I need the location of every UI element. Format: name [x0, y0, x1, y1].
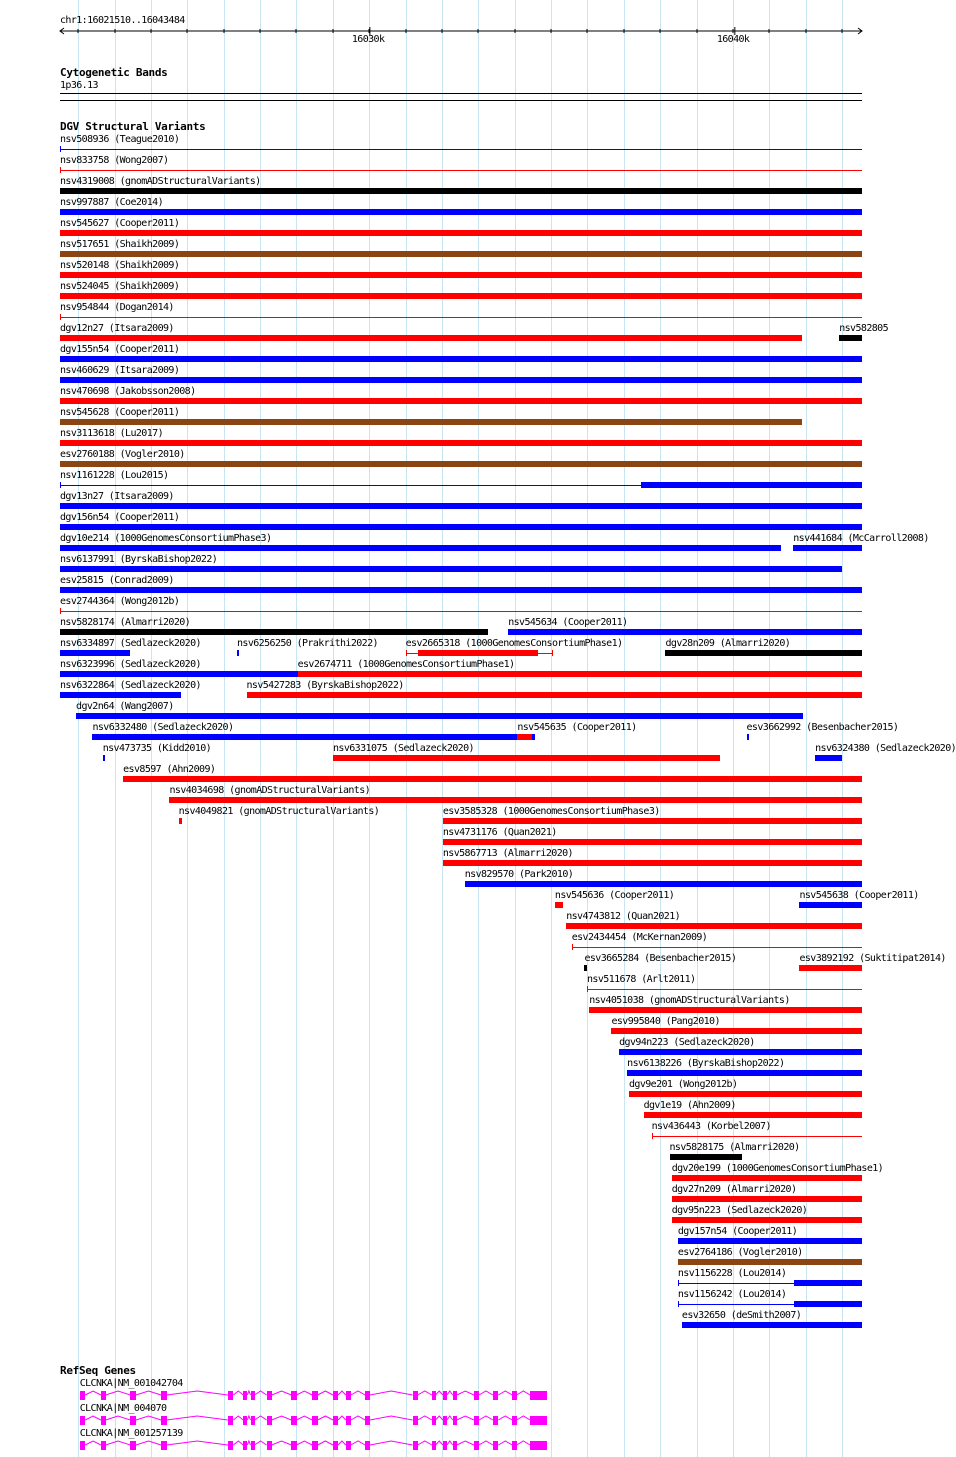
variant-label[interactable]: nsv6137991 (ByrskaBishop2022) [60, 554, 218, 565]
variant-bar[interactable] [60, 272, 862, 278]
variant-bar[interactable] [60, 503, 862, 509]
exon[interactable] [530, 1441, 547, 1450]
intron [338, 1416, 346, 1420]
exon[interactable] [267, 1441, 272, 1450]
variant-label[interactable]: esv2764186 (Vogler2010) [677, 1247, 803, 1258]
intron [136, 1441, 161, 1445]
intron [498, 1391, 512, 1395]
variant-bar[interactable] [629, 1091, 862, 1097]
variant-label[interactable]: esv32650 (deSmith2007) [681, 1310, 802, 1321]
intron [167, 1441, 228, 1445]
intron [106, 1441, 131, 1445]
variant-bar[interactable] [799, 965, 862, 971]
variant-bar-segment[interactable] [794, 1280, 862, 1286]
exon[interactable] [101, 1416, 106, 1425]
variant-bar[interactable] [60, 566, 842, 572]
variant-whisker-tick [552, 650, 553, 656]
variant-bar[interactable] [443, 839, 862, 845]
exon[interactable] [291, 1391, 296, 1400]
variant-label[interactable]: esv995840 (Pang2010) [611, 1016, 720, 1027]
intron [479, 1391, 493, 1395]
exon[interactable] [432, 1441, 436, 1450]
exon[interactable] [346, 1441, 351, 1450]
variant-bar[interactable] [60, 398, 862, 404]
exon[interactable] [453, 1416, 457, 1425]
variant-label[interactable]: nsv4051038 (gnomADStructuralVariants) [589, 995, 790, 1006]
exon[interactable] [365, 1391, 370, 1400]
variant-label[interactable]: esv2665318 (1000GenomesConsortiumPhase1) [405, 638, 623, 649]
intron [338, 1391, 346, 1395]
exon[interactable] [512, 1441, 516, 1450]
variant-bar[interactable] [670, 1154, 743, 1160]
variant-bar[interactable] [584, 965, 587, 971]
variant-bar[interactable] [60, 650, 130, 656]
intron [233, 1416, 243, 1420]
intron [297, 1441, 313, 1445]
variant-label[interactable]: nsv582805 [839, 323, 889, 334]
variant-label[interactable]: nsv6324380 (Sedlazeck2020) [815, 743, 956, 754]
gene-label[interactable]: CLCNKA|NM_001257139 [79, 1428, 183, 1439]
exon[interactable] [493, 1441, 498, 1450]
intron [457, 1391, 474, 1395]
exon[interactable] [493, 1416, 498, 1425]
variant-bar[interactable] [76, 713, 803, 719]
variant-bar[interactable] [517, 734, 532, 740]
variant-bar[interactable] [60, 356, 862, 362]
variant-label[interactable]: nsv524045 (Shaikh2009) [60, 281, 180, 292]
exon[interactable] [243, 1441, 247, 1450]
exon[interactable] [443, 1391, 447, 1400]
variant-label[interactable]: nsv545628 (Cooper2011) [60, 407, 180, 418]
variant-bar[interactable] [508, 629, 862, 635]
variant-start-tick [678, 1301, 679, 1307]
exon[interactable] [130, 1391, 135, 1400]
exon[interactable] [443, 1416, 447, 1425]
variant-label[interactable]: dgv94n223 (Sedlazeck2020) [619, 1037, 755, 1048]
grid-line [296, 0, 297, 1457]
intron [167, 1416, 228, 1420]
variant-bar[interactable] [60, 188, 862, 194]
variant-bar[interactable] [672, 1196, 862, 1202]
variant-bar[interactable] [589, 1007, 862, 1013]
variant-label[interactable]: nsv545638 (Cooper2011) [799, 890, 919, 901]
exon[interactable] [267, 1391, 272, 1400]
variant-bar[interactable] [652, 1136, 862, 1137]
grid-line [515, 0, 516, 1457]
variant-label[interactable]: nsv6256250 (Prakrithi2022) [237, 638, 378, 649]
exon[interactable] [530, 1391, 547, 1400]
variant-label[interactable]: esv2674711 (1000GenomesConsortiumPhase1) [297, 659, 515, 670]
variant-label[interactable]: nsv441684 (McCarroll2008) [793, 533, 929, 544]
exon[interactable] [333, 1416, 338, 1425]
exon[interactable] [228, 1391, 233, 1400]
variant-bar[interactable] [60, 524, 862, 530]
variant-label[interactable]: dgv20e199 (1000GenomesConsortiumPhase1) [671, 1163, 884, 1174]
variant-label[interactable]: nsv5828174 (Almarri2020) [60, 617, 191, 628]
variant-bar[interactable] [799, 902, 862, 908]
variant-label[interactable]: dgv13n27 (Itsara2009) [60, 491, 174, 502]
variant-bar[interactable] [60, 377, 862, 383]
exon[interactable] [512, 1391, 516, 1400]
intron [479, 1416, 493, 1420]
variant-bar[interactable] [555, 902, 563, 908]
exon[interactable] [432, 1391, 436, 1400]
intron [106, 1416, 131, 1420]
exon[interactable] [453, 1441, 457, 1450]
locus-label: chr1:16021510..16043484 [60, 15, 185, 26]
intron [351, 1416, 365, 1420]
intron [318, 1391, 333, 1395]
variant-bar[interactable] [60, 671, 298, 677]
variant-bar[interactable] [60, 209, 862, 215]
grid-line [442, 0, 443, 1457]
intron [167, 1391, 228, 1395]
variant-bar[interactable] [815, 755, 842, 761]
intron [517, 1416, 531, 1420]
variant-bar[interactable] [627, 1070, 862, 1076]
variant-label[interactable]: esv2760188 (Vogler2010) [60, 449, 185, 460]
intron [457, 1416, 474, 1420]
variant-label[interactable]: nsv460629 (Itsara2009) [60, 365, 180, 376]
variant-label[interactable]: dgv2n64 (Wang2007) [76, 701, 174, 712]
grid-line [660, 0, 661, 1457]
variant-bar[interactable] [103, 755, 105, 761]
variant-bar[interactable] [587, 989, 862, 990]
variant-label[interactable]: dgv12n27 (Itsara2009) [60, 323, 174, 334]
variant-label[interactable]: nsv517651 (Shaikh2009) [60, 239, 180, 250]
variant-label[interactable]: nsv954844 (Dogan2014) [60, 302, 174, 313]
variant-bar[interactable] [60, 317, 862, 318]
variant-label[interactable]: nsv545634 (Cooper2011) [508, 617, 628, 628]
variant-bar[interactable] [644, 1112, 862, 1118]
intron [136, 1391, 161, 1395]
exon[interactable] [512, 1416, 516, 1425]
intron [318, 1441, 333, 1445]
exon[interactable] [243, 1416, 247, 1425]
variant-bar[interactable] [60, 611, 862, 612]
variant-bar[interactable] [747, 734, 749, 740]
variant-label[interactable]: esv8597 (Ahn2009) [123, 764, 216, 775]
variant-bar[interactable] [60, 629, 488, 635]
variant-label[interactable]: esv3662992 (Besenbacher2015) [746, 722, 899, 733]
variant-bar[interactable] [60, 335, 802, 341]
exon[interactable] [413, 1441, 418, 1450]
variant-label[interactable]: dgv1e19 (Ahn2009) [643, 1100, 736, 1111]
intron [479, 1441, 493, 1445]
variant-label[interactable]: nsv829570 (Park2010) [464, 869, 574, 880]
variant-bar[interactable] [678, 1238, 862, 1244]
variant-label[interactable]: nsv833758 (Wong2007) [60, 155, 169, 166]
intron [498, 1416, 512, 1420]
exon[interactable] [80, 1441, 85, 1450]
exon[interactable] [243, 1391, 247, 1400]
exon[interactable] [365, 1416, 370, 1425]
intron [272, 1441, 292, 1445]
variant-bar[interactable] [619, 1049, 862, 1055]
exon[interactable] [432, 1416, 436, 1425]
variant-label[interactable]: nsv6332480 (Sedlazeck2020) [92, 722, 234, 733]
intron [297, 1416, 313, 1420]
variant-label[interactable]: nsv4731176 (Quan2021) [442, 827, 557, 838]
exon[interactable] [530, 1416, 547, 1425]
ruler-label-16040k: 16040k [716, 34, 750, 45]
variant-bar-segment[interactable] [641, 482, 862, 488]
exon[interactable] [346, 1416, 351, 1425]
variant-label[interactable]: nsv3113618 (Lu2017) [60, 428, 163, 439]
intron [418, 1416, 432, 1420]
variant-label[interactable]: esv3585328 (1000GenomesConsortiumPhase3) [442, 806, 660, 817]
variant-start-tick [60, 167, 61, 173]
variant-label[interactable]: dgv9e201 (Wong2012b) [628, 1079, 738, 1090]
intron [233, 1391, 243, 1395]
cytoband-track-title: Cytogenetic Bands [60, 66, 168, 79]
variant-bar[interactable] [60, 461, 862, 467]
variant-label[interactable]: nsv508936 (Teague2010) [60, 134, 180, 145]
variant-label[interactable]: dgv28n209 (Almarri2020) [665, 638, 791, 649]
variant-label[interactable]: nsv6334897 (Sedlazeck2020) [60, 638, 201, 649]
variant-bar[interactable] [60, 440, 862, 446]
variant-bar[interactable] [672, 1175, 862, 1181]
variant-label[interactable]: nsv4049821 (gnomADStructuralVariants) [178, 806, 380, 817]
exon[interactable] [413, 1391, 418, 1400]
grid-line [406, 0, 407, 1457]
exon[interactable] [453, 1391, 457, 1400]
variant-bar[interactable] [60, 149, 862, 150]
gene-label[interactable]: CLCNKA|NM_004070 [79, 1403, 167, 1414]
variant-label[interactable]: nsv545627 (Cooper2011) [60, 218, 180, 229]
variant-label[interactable]: esv25815 (Conrad2009) [60, 575, 174, 586]
dgv-track-title: DGV Structural Variants [60, 120, 206, 133]
variant-bar[interactable] [60, 251, 862, 257]
variant-bar[interactable] [665, 650, 862, 656]
variant-label[interactable]: dgv156n54 (Cooper2011) [60, 512, 180, 523]
gene-label[interactable]: CLCNKA|NM_001042704 [79, 1378, 183, 1389]
variant-label[interactable]: nsv545636 (Cooper2011) [554, 890, 675, 901]
variant-label[interactable]: nsv997887 (Coe2014) [60, 197, 163, 208]
variant-bar[interactable] [60, 293, 862, 299]
variant-label[interactable]: nsv6331075 (Sedlazeck2020) [333, 743, 474, 754]
variant-label[interactable]: nsv520148 (Shaikh2009) [60, 260, 180, 271]
variant-bar[interactable] [839, 335, 862, 341]
exon[interactable] [80, 1391, 85, 1400]
exon[interactable] [228, 1441, 233, 1450]
intron [457, 1441, 474, 1445]
variant-label[interactable]: esv2744364 (Wong2012b) [60, 596, 180, 607]
variant-label[interactable]: esv3892192 (Suktitipat2014) [799, 953, 946, 964]
variant-label[interactable]: nsv6138226 (ByrskaBishop2022) [627, 1058, 785, 1069]
variant-label[interactable]: dgv27n209 (Almarri2020) [671, 1184, 797, 1195]
variant-label[interactable]: dgv10e214 (1000GenomesConsortiumPhase3) [60, 533, 272, 544]
cytoband-bar-bottom[interactable] [60, 100, 862, 101]
exon[interactable] [312, 1416, 317, 1425]
intron [351, 1391, 365, 1395]
intron [297, 1391, 313, 1395]
cytoband-bar-top[interactable] [60, 93, 862, 94]
exon[interactable] [346, 1391, 351, 1400]
exon[interactable] [312, 1441, 317, 1450]
intron [85, 1441, 101, 1445]
variant-bar[interactable] [333, 755, 720, 761]
variant-bar[interactable] [60, 170, 862, 171]
variant-bar[interactable] [92, 734, 535, 740]
variant-label[interactable]: nsv545635 (Cooper2011) [517, 722, 637, 733]
grid-line [369, 0, 370, 1457]
exon[interactable] [251, 1416, 255, 1425]
variant-label[interactable]: nsv1161228 (Lou2015) [60, 470, 169, 481]
variant-bar[interactable] [566, 923, 862, 929]
exon[interactable] [291, 1441, 296, 1450]
variant-bar[interactable] [672, 1217, 862, 1223]
exon[interactable] [291, 1416, 296, 1425]
variant-bar[interactable] [572, 947, 862, 948]
variant-label[interactable]: nsv5828175 (Almarri2020) [669, 1142, 800, 1153]
exon[interactable] [251, 1441, 255, 1450]
exon[interactable] [413, 1416, 418, 1425]
exon[interactable] [443, 1441, 447, 1450]
variant-bar[interactable] [169, 797, 862, 803]
variant-label[interactable]: dgv95n223 (Sedlazeck2020) [671, 1205, 808, 1216]
refseq-track-title: RefSeq Genes [60, 1364, 136, 1377]
variant-start-tick [652, 1133, 653, 1139]
exon[interactable] [333, 1441, 338, 1450]
exon[interactable] [251, 1391, 255, 1400]
variant-bar-segment[interactable] [418, 650, 539, 656]
exon[interactable] [365, 1441, 370, 1450]
variant-start-tick [587, 986, 588, 992]
cytoband-label: 1p36.13 [60, 80, 98, 91]
variant-bar[interactable] [682, 1322, 862, 1328]
intron [233, 1441, 243, 1445]
variant-whisker-tick [406, 650, 407, 656]
exon[interactable] [474, 1416, 479, 1425]
variant-bar[interactable] [793, 545, 862, 551]
ruler-label-16030k: 16030k [351, 34, 385, 45]
exon[interactable] [333, 1391, 338, 1400]
variant-label[interactable]: nsv473735 (Kidd2010) [102, 743, 212, 754]
exon[interactable] [101, 1441, 106, 1450]
intron [85, 1416, 101, 1420]
variant-label[interactable]: nsv6322864 (Sedlazeck2020) [60, 680, 201, 691]
intron [498, 1441, 512, 1445]
exon[interactable] [267, 1416, 272, 1425]
variant-start-tick [572, 944, 573, 950]
variant-label[interactable]: nsv5427283 (ByrskaBishop2022) [246, 680, 404, 691]
exon[interactable] [80, 1416, 85, 1425]
exon[interactable] [312, 1391, 317, 1400]
variant-bar[interactable] [611, 1028, 862, 1034]
exon[interactable] [101, 1391, 106, 1400]
grid-line [260, 0, 261, 1457]
exon[interactable] [161, 1441, 166, 1450]
variant-label[interactable]: nsv436443 (Korbel2007) [651, 1121, 771, 1132]
variant-bar[interactable] [465, 881, 862, 887]
variant-bar[interactable] [179, 818, 182, 824]
variant-bar[interactable] [298, 671, 862, 677]
ruler-axis[interactable] [0, 0, 890, 45]
intron [351, 1441, 365, 1445]
variant-label[interactable]: nsv6323996 (Sedlazeck2020) [60, 659, 201, 670]
intron [418, 1441, 432, 1445]
intron [338, 1441, 346, 1445]
variant-label[interactable]: esv2434454 (McKernan2009) [571, 932, 708, 943]
variant-label[interactable]: nsv4743812 (Quan2021) [566, 911, 681, 922]
variant-start-tick [60, 314, 61, 320]
variant-bar[interactable] [237, 650, 239, 656]
variant-bar[interactable] [60, 692, 181, 698]
variant-bar[interactable] [123, 776, 862, 782]
intron [136, 1416, 161, 1420]
exon[interactable] [228, 1416, 233, 1425]
intron [106, 1391, 131, 1395]
variant-label[interactable]: nsv1156242 (Lou2014) [677, 1289, 787, 1300]
exon[interactable] [474, 1391, 479, 1400]
exon[interactable] [493, 1391, 498, 1400]
intron [85, 1391, 101, 1395]
intron [318, 1416, 333, 1420]
variant-label[interactable]: nsv511678 (Arlt2011) [587, 974, 696, 985]
variant-start-tick [678, 1280, 679, 1286]
exon[interactable] [474, 1441, 479, 1450]
variant-bar[interactable] [60, 419, 802, 425]
variant-start-tick [60, 482, 61, 488]
exon[interactable] [130, 1441, 135, 1450]
variant-label[interactable]: nsv1156228 (Lou2014) [677, 1268, 787, 1279]
variant-bar-segment[interactable] [794, 1301, 862, 1307]
variant-label[interactable]: nsv4319008 (gnomADStructuralVariants) [60, 176, 261, 187]
variant-label[interactable]: nsv470698 (Jakobsson2008) [60, 386, 196, 397]
intron [418, 1391, 432, 1395]
intron [272, 1391, 292, 1395]
intron [517, 1391, 531, 1395]
variant-bar[interactable] [60, 230, 862, 236]
intron [517, 1441, 531, 1445]
variant-bar[interactable] [443, 860, 862, 866]
grid-line [333, 0, 334, 1457]
variant-bar[interactable] [60, 587, 862, 593]
variant-start-tick [60, 608, 61, 614]
variant-label[interactable]: nsv4034698 (gnomADStructuralVariants) [169, 785, 371, 796]
variant-start-tick [60, 146, 61, 152]
exon[interactable] [130, 1416, 135, 1425]
exon[interactable] [161, 1416, 166, 1425]
grid-line [478, 0, 479, 1457]
variant-label[interactable]: esv3665284 (Besenbacher2015) [584, 953, 737, 964]
variant-bar[interactable] [678, 1259, 862, 1265]
variant-bar[interactable] [60, 545, 781, 551]
variant-label[interactable]: nsv5867713 (Almarri2020) [442, 848, 573, 859]
intron [272, 1416, 292, 1420]
exon[interactable] [161, 1391, 166, 1400]
variant-bar[interactable] [247, 692, 862, 698]
variant-label[interactable]: dgv155n54 (Cooper2011) [60, 344, 180, 355]
variant-label[interactable]: dgv157n54 (Cooper2011) [677, 1226, 798, 1237]
variant-bar[interactable] [443, 818, 862, 824]
